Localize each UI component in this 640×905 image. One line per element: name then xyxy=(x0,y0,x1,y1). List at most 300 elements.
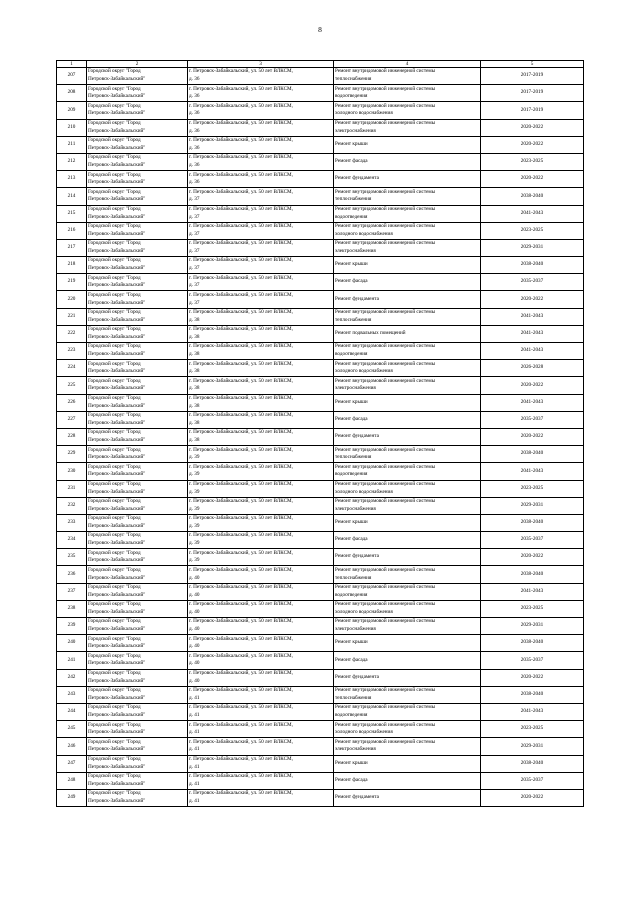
table-row xyxy=(57,188,584,205)
table-row xyxy=(57,68,584,85)
work-type-line: Ремонт внутридомовой инженерной системы xyxy=(335,618,436,625)
work-type-line: электроснабжения xyxy=(335,127,376,134)
municipality-line: Городской округ "Город xyxy=(88,601,141,608)
row-number-cell: 215 xyxy=(57,205,87,222)
address-line: г. Петровск-Забайкальский, ул. 50 лет ВЛКСМ, xyxy=(189,274,293,281)
municipality-line: Городской округ "Город xyxy=(88,85,141,92)
work-type-line: Ремонт внутридомовой инженерной системы xyxy=(335,463,436,470)
address-line: г. Петровск-Забайкальский, ул. 50 лет ВЛКСМ, xyxy=(189,188,293,195)
address-line: д. 37 xyxy=(189,247,200,254)
municipality-cell xyxy=(87,652,188,669)
table-row xyxy=(57,772,584,789)
address-cell xyxy=(188,652,334,669)
work-type-line: Ремонт крыши xyxy=(335,639,368,646)
municipality-line: Городской округ "Город xyxy=(88,394,141,401)
work-type-cell xyxy=(334,119,481,136)
municipality-cell xyxy=(87,153,188,170)
work-type-line: Ремонт крыши xyxy=(335,398,368,405)
work-type-line: электроснабжения xyxy=(335,746,376,753)
municipality-line: Петровск-Забайкальский" xyxy=(88,196,146,203)
work-type-line: Ремонт фасада xyxy=(335,776,368,783)
work-type-line: теплоснабжения xyxy=(335,196,372,203)
municipality-line: Городской округ "Город xyxy=(88,515,141,522)
table-row xyxy=(57,600,584,617)
municipality-cell xyxy=(87,738,188,755)
address-line: г. Петровск-Забайкальский, ул. 50 лет ВЛКСМ, xyxy=(189,240,293,247)
row-number-cell: 234 xyxy=(57,532,87,549)
address-line: г. Петровск-Забайкальский, ул. 50 лет ВЛКСМ, xyxy=(189,515,293,522)
work-type-line: Ремонт крыши xyxy=(335,519,368,526)
municipality-cell xyxy=(87,205,188,222)
municipality-cell xyxy=(87,411,188,428)
table-row xyxy=(57,257,584,274)
period-cell: 2041-2043 xyxy=(481,463,584,480)
address-line: д. 38 xyxy=(189,351,200,358)
address-line: г. Петровск-Забайкальский, ул. 50 лет ВЛКСМ, xyxy=(189,704,293,711)
row-number-cell: 238 xyxy=(57,600,87,617)
table-row xyxy=(57,428,584,445)
municipality-cell xyxy=(87,497,188,514)
municipality-line: Городской округ "Город xyxy=(88,652,141,659)
work-type-line: Ремонт внутридомовой инженерной системы xyxy=(335,601,436,608)
work-type-line: холодного водоснабжения xyxy=(335,729,393,736)
municipality-line: Городской округ "Город xyxy=(88,721,141,728)
row-number-cell: 242 xyxy=(57,669,87,686)
municipality-line: Городской округ "Город xyxy=(88,773,141,780)
municipality-line: Петровск-Забайкальский" xyxy=(88,608,146,615)
address-line: г. Петровск-Забайкальский, ул. 50 лет ВЛКСМ, xyxy=(189,446,293,453)
table-row xyxy=(57,686,584,703)
municipality-line: Городской округ "Город xyxy=(88,635,141,642)
work-type-line: водоотведения xyxy=(335,351,368,358)
work-type-cell xyxy=(334,600,481,617)
municipality-line: Петровск-Забайкальский" xyxy=(88,110,146,117)
work-type-line: водоотведения xyxy=(335,93,368,100)
period-cell: 2020-2022 xyxy=(481,136,584,153)
address-line: д. 38 xyxy=(189,385,200,392)
address-line: д. 37 xyxy=(189,299,200,306)
address-line: д. 40 xyxy=(189,574,200,581)
row-number-cell: 227 xyxy=(57,411,87,428)
address-line: д. 39 xyxy=(189,505,200,512)
municipality-cell xyxy=(87,463,188,480)
work-type-cell xyxy=(334,171,481,188)
address-line: д. 41 xyxy=(189,797,200,804)
address-line: г. Петровск-Забайкальский, ул. 50 лет ВЛКСМ, xyxy=(189,635,293,642)
row-number-cell: 217 xyxy=(57,239,87,256)
row-number-cell: 231 xyxy=(57,480,87,497)
work-type-cell xyxy=(334,239,481,256)
municipality-line: Петровск-Забайкальский" xyxy=(88,299,146,306)
municipality-cell xyxy=(87,308,188,325)
period-cell: 2017-2019 xyxy=(481,102,584,119)
municipality-line: Петровск-Забайкальский" xyxy=(88,402,146,409)
municipality-line: Городской округ "Город xyxy=(88,171,141,178)
row-number-cell: 233 xyxy=(57,514,87,531)
period-cell: 2041-2043 xyxy=(481,583,584,600)
municipality-line: Городской округ "Город xyxy=(88,669,141,676)
address-line: д. 39 xyxy=(189,557,200,564)
table-row xyxy=(57,738,584,755)
work-type-line: электроснабжения xyxy=(335,505,376,512)
address-cell xyxy=(188,789,334,806)
address-cell xyxy=(188,738,334,755)
work-type-line: Ремонт фундамента xyxy=(335,553,379,560)
row-number-cell: 219 xyxy=(57,274,87,291)
work-type-cell xyxy=(334,257,481,274)
period-cell: 2017-2019 xyxy=(481,68,584,85)
address-cell xyxy=(188,291,334,308)
row-number-cell: 212 xyxy=(57,153,87,170)
work-type-line: Ремонт крыши xyxy=(335,261,368,268)
municipality-line: Петровск-Забайкальский" xyxy=(88,179,146,186)
municipality-line: Городской округ "Город xyxy=(88,549,141,556)
municipality-line: Городской округ "Город xyxy=(88,205,141,212)
period-cell: 2041-2043 xyxy=(481,325,584,342)
municipality-line: Петровск-Забайкальский" xyxy=(88,93,146,100)
work-type-cell xyxy=(334,721,481,738)
work-type-cell xyxy=(334,102,481,119)
address-line: г. Петровск-Забайкальский, ул. 50 лет ВЛКСМ, xyxy=(189,687,293,694)
work-type-line: водоотведения xyxy=(335,591,368,598)
municipality-cell xyxy=(87,428,188,445)
municipality-cell xyxy=(87,618,188,635)
address-cell xyxy=(188,239,334,256)
column-number-row xyxy=(57,61,584,68)
address-line: г. Петровск-Забайкальский, ул. 50 лет ВЛКСМ, xyxy=(189,68,293,75)
address-line: г. Петровск-Забайкальский, ул. 50 лет ВЛКСМ, xyxy=(189,498,293,505)
row-number-cell: 236 xyxy=(57,566,87,583)
work-type-line: Ремонт внутридомовой инженерной системы xyxy=(335,687,436,694)
row-number-cell: 245 xyxy=(57,721,87,738)
address-cell xyxy=(188,772,334,789)
row-number-cell: 243 xyxy=(57,686,87,703)
municipality-line: Петровск-Забайкальский" xyxy=(88,162,146,169)
municipality-line: Петровск-Забайкальский" xyxy=(88,763,146,770)
municipality-line: Городской округ "Город xyxy=(88,446,141,453)
municipality-cell xyxy=(87,514,188,531)
period-cell: 2023-2025 xyxy=(481,721,584,738)
work-type-cell xyxy=(334,652,481,669)
work-type-line: Ремонт фасада xyxy=(335,278,368,285)
address-cell xyxy=(188,669,334,686)
work-type-cell xyxy=(334,789,481,806)
work-type-cell xyxy=(334,205,481,222)
address-cell xyxy=(188,583,334,600)
municipality-line: Городской округ "Город xyxy=(88,119,141,126)
municipality-cell xyxy=(87,136,188,153)
address-line: д. 36 xyxy=(189,93,200,100)
work-type-cell xyxy=(334,566,481,583)
work-type-cell xyxy=(334,222,481,239)
row-number-cell: 221 xyxy=(57,308,87,325)
address-line: г. Петровск-Забайкальский, ул. 50 лет ВЛКСМ, xyxy=(189,326,293,333)
table-row xyxy=(57,566,584,583)
address-line: д. 41 xyxy=(189,712,200,719)
municipality-line: Петровск-Забайкальский" xyxy=(88,282,146,289)
municipality-line: Городской округ "Город xyxy=(88,738,141,745)
address-cell xyxy=(188,68,334,85)
municipality-cell xyxy=(87,68,188,85)
work-type-cell xyxy=(334,308,481,325)
row-number-cell: 235 xyxy=(57,549,87,566)
address-line: д. 38 xyxy=(189,402,200,409)
period-cell: 2041-2043 xyxy=(481,394,584,411)
period-cell: 2026-2028 xyxy=(481,360,584,377)
work-type-cell xyxy=(334,703,481,720)
row-number-cell: 228 xyxy=(57,428,87,445)
address-line: г. Петровск-Забайкальский, ул. 50 лет ВЛКСМ, xyxy=(189,377,293,384)
municipality-line: Городской округ "Город xyxy=(88,68,141,75)
work-type-cell xyxy=(334,669,481,686)
work-type-line: Ремонт внутридомовой инженерной системы xyxy=(335,704,436,711)
column-number: 5 xyxy=(481,61,584,68)
address-line: д. 36 xyxy=(189,144,200,151)
table-row xyxy=(57,274,584,291)
register-table xyxy=(56,60,584,807)
address-line: г. Петровск-Забайкальский, ул. 50 лет ВЛКСМ, xyxy=(189,721,293,728)
municipality-line: Городской округ "Город xyxy=(88,566,141,573)
municipality-line: Городской округ "Город xyxy=(88,480,141,487)
work-type-cell xyxy=(334,325,481,342)
address-line: д. 36 xyxy=(189,110,200,117)
work-type-cell xyxy=(334,274,481,291)
address-cell xyxy=(188,394,334,411)
row-number-cell: 246 xyxy=(57,738,87,755)
work-type-cell xyxy=(334,463,481,480)
address-line: г. Петровск-Забайкальский, ул. 50 лет ВЛКСМ, xyxy=(189,205,293,212)
address-line: г. Петровск-Забайкальский, ул. 50 лет ВЛКСМ, xyxy=(189,790,293,797)
work-type-cell xyxy=(334,532,481,549)
municipality-line: Петровск-Забайкальский" xyxy=(88,780,146,787)
row-number-cell: 244 xyxy=(57,703,87,720)
municipality-line: Городской округ "Город xyxy=(88,188,141,195)
row-number-cell: 239 xyxy=(57,618,87,635)
address-line: д. 39 xyxy=(189,471,200,478)
row-number-cell: 211 xyxy=(57,136,87,153)
work-type-cell xyxy=(334,394,481,411)
row-number-cell: 240 xyxy=(57,635,87,652)
work-type-line: Ремонт подвальных помещений xyxy=(335,330,406,337)
period-cell: 2038-2040 xyxy=(481,257,584,274)
address-line: д. 40 xyxy=(189,660,200,667)
municipality-cell xyxy=(87,394,188,411)
page-number: 8 xyxy=(318,25,322,34)
work-type-cell xyxy=(334,738,481,755)
address-cell xyxy=(188,153,334,170)
work-type-line: теплоснабжения xyxy=(335,694,372,701)
row-number-cell: 214 xyxy=(57,188,87,205)
work-type-line: Ремонт внутридомовой инженерной системы xyxy=(335,343,436,350)
address-cell xyxy=(188,325,334,342)
work-type-cell xyxy=(334,291,481,308)
period-cell: 2020-2022 xyxy=(481,291,584,308)
municipality-cell xyxy=(87,583,188,600)
address-line: г. Петровск-Забайкальский, ул. 50 лет ВЛКСМ, xyxy=(189,343,293,350)
period-cell: 2020-2022 xyxy=(481,789,584,806)
municipality-cell xyxy=(87,446,188,463)
work-type-line: водоотведения xyxy=(335,712,368,719)
table-row xyxy=(57,446,584,463)
table-row xyxy=(57,205,584,222)
work-type-cell xyxy=(334,635,481,652)
table-row xyxy=(57,549,584,566)
address-line: д. 39 xyxy=(189,522,200,529)
work-type-line: Ремонт внутридомовой инженерной системы xyxy=(335,498,436,505)
address-cell xyxy=(188,463,334,480)
work-type-line: водоотведения xyxy=(335,471,368,478)
work-type-line: Ремонт внутридомовой инженерной системы xyxy=(335,223,436,230)
address-cell xyxy=(188,171,334,188)
municipality-cell xyxy=(87,291,188,308)
address-line: г. Петровск-Забайкальский, ул. 50 лет ВЛКСМ, xyxy=(189,755,293,762)
row-number-cell: 222 xyxy=(57,325,87,342)
period-cell: 2020-2022 xyxy=(481,428,584,445)
address-cell xyxy=(188,514,334,531)
municipality-line: Петровск-Забайкальский" xyxy=(88,729,146,736)
municipality-cell xyxy=(87,686,188,703)
work-type-cell xyxy=(334,514,481,531)
municipality-cell xyxy=(87,721,188,738)
municipality-line: Петровск-Забайкальский" xyxy=(88,677,146,684)
table-row xyxy=(57,703,584,720)
municipality-line: Петровск-Забайкальский" xyxy=(88,505,146,512)
municipality-line: Петровск-Забайкальский" xyxy=(88,694,146,701)
row-number-cell: 224 xyxy=(57,360,87,377)
row-number-cell: 207 xyxy=(57,68,87,85)
address-line: д. 37 xyxy=(189,230,200,237)
period-cell: 2023-2025 xyxy=(481,600,584,617)
work-type-cell xyxy=(334,377,481,394)
address-line: д. 38 xyxy=(189,437,200,444)
address-line: д. 39 xyxy=(189,488,200,495)
address-line: г. Петровск-Забайкальский, ул. 50 лет ВЛКСМ, xyxy=(189,102,293,109)
address-line: г. Петровск-Забайкальский, ул. 50 лет ВЛКСМ, xyxy=(189,360,293,367)
period-cell: 2029-2031 xyxy=(481,497,584,514)
municipality-cell xyxy=(87,635,188,652)
address-line: г. Петровск-Забайкальский, ул. 50 лет ВЛКСМ, xyxy=(189,738,293,745)
work-type-line: Ремонт внутридомовой инженерной системы xyxy=(335,446,436,453)
address-cell xyxy=(188,308,334,325)
address-cell xyxy=(188,703,334,720)
address-cell xyxy=(188,205,334,222)
work-type-line: Ремонт внутридомовой инженерной системы xyxy=(335,566,436,573)
period-cell: 2035-2037 xyxy=(481,772,584,789)
table-row xyxy=(57,618,584,635)
municipality-cell xyxy=(87,222,188,239)
address-line: г. Петровск-Забайкальский, ул. 50 лет ВЛКСМ, xyxy=(189,429,293,436)
work-type-cell xyxy=(334,188,481,205)
work-type-line: Ремонт внутридомовой инженерной системы xyxy=(335,721,436,728)
work-type-cell xyxy=(334,85,481,102)
address-line: д. 40 xyxy=(189,626,200,633)
period-cell: 2035-2037 xyxy=(481,411,584,428)
work-type-line: Ремонт внутридомовой инженерной системы xyxy=(335,119,436,126)
address-cell xyxy=(188,428,334,445)
table-body xyxy=(57,61,584,807)
address-line: д. 37 xyxy=(189,265,200,272)
address-line: г. Петровск-Забайкальский, ул. 50 лет ВЛКСМ, xyxy=(189,171,293,178)
municipality-line: Городской округ "Город xyxy=(88,360,141,367)
address-line: д. 41 xyxy=(189,694,200,701)
table-row xyxy=(57,411,584,428)
municipality-cell xyxy=(87,102,188,119)
address-line: г. Петровск-Забайкальский, ул. 50 лет ВЛКСМ, xyxy=(189,601,293,608)
table-row xyxy=(57,171,584,188)
work-type-line: Ремонт фундамента xyxy=(335,433,379,440)
address-line: г. Петровск-Забайкальский, ул. 50 лет ВЛКСМ, xyxy=(189,394,293,401)
work-type-cell xyxy=(334,153,481,170)
row-number-cell: 241 xyxy=(57,652,87,669)
municipality-cell xyxy=(87,669,188,686)
period-cell: 2038-2040 xyxy=(481,566,584,583)
municipality-cell xyxy=(87,600,188,617)
period-cell: 2029-2031 xyxy=(481,239,584,256)
municipality-line: Петровск-Забайкальский" xyxy=(88,454,146,461)
address-cell xyxy=(188,377,334,394)
municipality-line: Петровск-Забайкальский" xyxy=(88,144,146,151)
work-type-line: Ремонт внутридомовой инженерной системы xyxy=(335,309,436,316)
work-type-cell xyxy=(334,446,481,463)
work-type-line: теплоснабжения xyxy=(335,574,372,581)
period-cell: 2038-2040 xyxy=(481,635,584,652)
municipality-line: Городской округ "Город xyxy=(88,687,141,694)
address-cell xyxy=(188,411,334,428)
work-type-line: Ремонт фасада xyxy=(335,656,368,663)
table-row xyxy=(57,291,584,308)
municipality-line: Городской округ "Город xyxy=(88,377,141,384)
table-row xyxy=(57,136,584,153)
address-cell xyxy=(188,102,334,119)
table-row xyxy=(57,222,584,239)
municipality-cell xyxy=(87,772,188,789)
table-row xyxy=(57,325,584,342)
address-line: д. 37 xyxy=(189,282,200,289)
municipality-cell xyxy=(87,85,188,102)
municipality-line: Петровск-Забайкальский" xyxy=(88,540,146,547)
work-type-cell xyxy=(334,68,481,85)
column-number: 4 xyxy=(334,61,481,68)
row-number-cell: 218 xyxy=(57,257,87,274)
municipality-line: Городской округ "Город xyxy=(88,584,141,591)
address-cell xyxy=(188,222,334,239)
period-cell: 2020-2022 xyxy=(481,377,584,394)
municipality-cell xyxy=(87,566,188,583)
period-cell: 2041-2043 xyxy=(481,308,584,325)
table-row xyxy=(57,514,584,531)
row-number-cell: 247 xyxy=(57,755,87,772)
address-line: д. 40 xyxy=(189,608,200,615)
work-type-cell xyxy=(334,772,481,789)
municipality-line: Городской округ "Город xyxy=(88,257,141,264)
municipality-line: Городской округ "Город xyxy=(88,291,141,298)
work-type-line: теплоснабжения xyxy=(335,454,372,461)
period-cell: 2020-2022 xyxy=(481,549,584,566)
work-type-line: Ремонт фасада xyxy=(335,158,368,165)
address-line: г. Петровск-Забайкальский, ул. 50 лет ВЛКСМ, xyxy=(189,584,293,591)
work-type-cell xyxy=(334,755,481,772)
work-type-line: Ремонт внутридомовой инженерной системы xyxy=(335,240,436,247)
municipality-cell xyxy=(87,171,188,188)
work-type-line: Ремонт внутридомовой инженерной системы xyxy=(335,205,436,212)
municipality-line: Петровск-Забайкальский" xyxy=(88,643,146,650)
address-line: г. Петровск-Забайкальский, ул. 50 лет ВЛКСМ, xyxy=(189,309,293,316)
table-row xyxy=(57,343,584,360)
address-line: г. Петровск-Забайкальский, ул. 50 лет ВЛКСМ, xyxy=(189,566,293,573)
period-cell: 2041-2043 xyxy=(481,205,584,222)
municipality-cell xyxy=(87,119,188,136)
address-cell xyxy=(188,686,334,703)
